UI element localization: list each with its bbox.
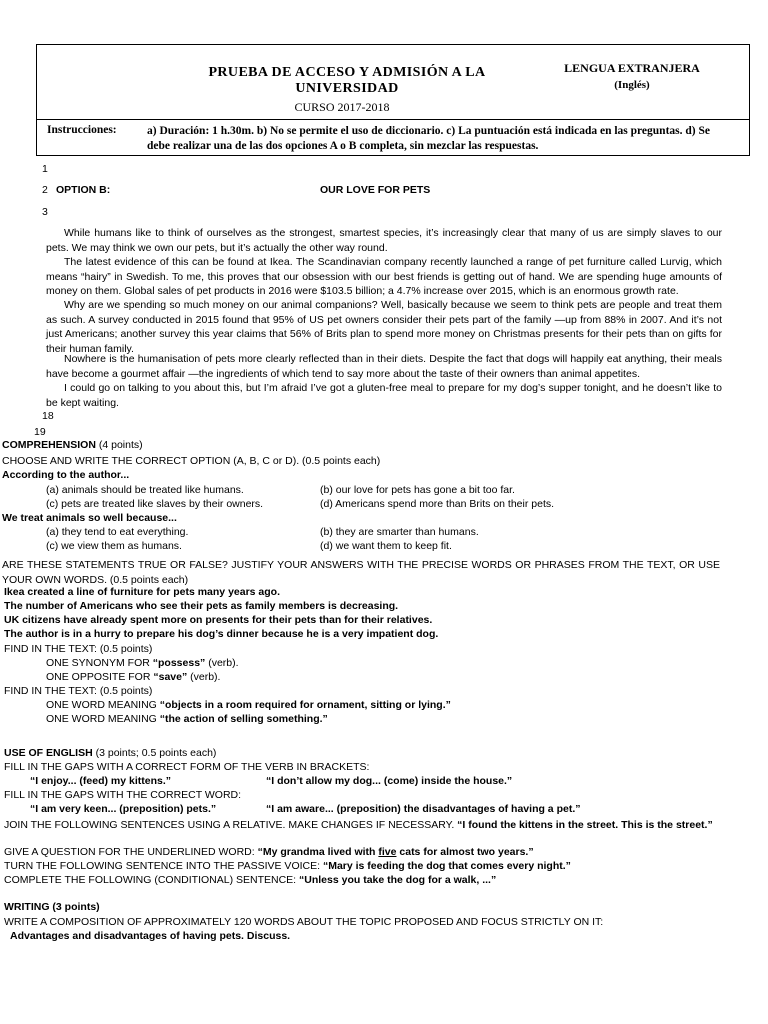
option-c: (c) we view them as humans.: [46, 540, 182, 552]
instruction-passive: TURN THE FOLLOWING SENTENCE INTO THE PASSIVE VOICE: “Mary is feeding the dog that comes every night.”: [4, 860, 571, 872]
paragraph-5: I could go on talking to you about this, but I’m afraid I’ve got a gluten-free meal to prepare for my dog’s supper tonight, and he doesn’t like to be kept waiting.: [46, 382, 722, 409]
question-1: According to the author...: [2, 469, 130, 481]
instructions-text: a) Duración: 1 h.30m. b) No se permite el uso de diccionario. c) La puntuación está indicada en las preguntas. d) Se debe realizar una de las dos opciones A o B completa, sin mezclar las respuestas.: [147, 125, 710, 152]
instruction-relative: JOIN THE FOLLOWING SENTENCES USING A RELATIVE. MAKE CHANGES IF NECESSARY. “I found the kittens in the street. This is the street.”: [4, 819, 713, 831]
course-year: CURSO 2017-2018: [294, 100, 390, 114]
line-number: 3: [42, 206, 48, 218]
subject-name: LENGUA EXTRANJERA: [564, 61, 700, 75]
option-c: (c) pets are treated like slaves by their owners.: [46, 498, 264, 510]
instruction-true-false: ARE THESE STATEMENTS TRUE OR FALSE? JUSTIFY YOUR ANSWERS WITH THE PRECISE WORDS OR PHRASES FROM THE TEXT, OR USE YOUR OWN WORDS. (0.5 points each): [2, 559, 720, 586]
paragraph-1: While humans like to think of ourselves as the strongest, smartest species, it’s increasingly clear that many of us are simply slaves to our pets. We may think we own our pets, but it’s actually the other way round.: [46, 227, 722, 254]
gap-9-2: “I don’t allow my dog... (come) inside the house.”: [266, 775, 513, 787]
text-title: OUR LOVE FOR PETS: [320, 184, 431, 196]
option-d: (d) Americans spend more than Brits on their pets.: [320, 498, 555, 510]
section-comprehension: COMPREHENSION (4 points): [2, 439, 143, 451]
instructions-box: [37, 119, 749, 156]
meaning-item-2: ONE WORD MEANING “the action of selling something.”: [46, 713, 328, 725]
option-b: (b) they are smarter than humans.: [320, 526, 479, 538]
synonym-item: ONE SYNONYM FOR “possess” (verb).: [46, 657, 239, 669]
paragraph-2: The latest evidence of this can be found at Ikea. The Scandinavian company recently launched a range of pet furniture called Lurvig, which means “hairy” in Swedish. To me, this proves that our obsession with our best friends is getting out of hand. We are spending huge amounts of money on them. Global sales of pet products in 2016 were $103.5 billion; a 4.7% increase over 2015, which is an enormous growth rate.: [46, 256, 722, 297]
section-use-of-english: USE OF ENGLISH (3 points; 0.5 points each): [4, 747, 217, 759]
instruction-correct-word: FILL IN THE GAPS WITH THE CORRECT WORD:: [4, 789, 242, 801]
meaning-item-1: ONE WORD MEANING “objects in a room required for ornament, sitting or lying.”: [46, 699, 451, 711]
statement-1: Ikea created a line of furniture for pets many years ago.: [4, 586, 281, 598]
option-a: (a) they tend to eat everything.: [46, 526, 189, 538]
exam-title: PRUEBA DE ACCESO Y ADMISIÓN A LA UNIVERSIDAD: [208, 65, 486, 96]
exam-header: [36, 44, 750, 156]
instruction-find-2: FIND IN THE TEXT: (0.5 points): [4, 685, 153, 697]
statement-4: The author is in a hurry to prepare his dog’s dinner because he is a very impatient dog.: [4, 628, 439, 640]
instruction-find-1: FIND IN THE TEXT: (0.5 points): [4, 643, 153, 655]
instruction-composition: WRITE A COMPOSITION OF APPROXIMATELY 120 WORDS ABOUT THE TOPIC PROPOSED AND FOCUS STRICTLY ON IT:: [4, 916, 604, 928]
statement-3: UK citizens have already spent more on presents for their pets than for their relatives.: [4, 614, 433, 626]
gap-10-2: “I am aware... (preposition) the disadvantages of having a pet.”: [266, 803, 581, 815]
gap-9-1: “I enjoy... (feed) my kittens.”: [30, 775, 172, 787]
instruction-verb-form: FILL IN THE GAPS WITH A CORRECT FORM OF THE VERB IN BRACKETS:: [4, 761, 370, 773]
opposite-item: ONE OPPOSITE FOR “save” (verb).: [46, 671, 221, 683]
option-b: (b) our love for pets has gone a bit too far.: [320, 484, 515, 496]
instruction-question: GIVE A QUESTION FOR THE UNDERLINED WORD: “My grandma lived with five cats for almost two years.”: [4, 846, 534, 858]
instructions-label: Instrucciones:: [47, 124, 117, 136]
composition-topic: Advantages and disadvantages of having pets. Discuss.: [10, 930, 291, 942]
instruction-choose: CHOOSE AND WRITE THE CORRECT OPTION (A, B, C or D). (0.5 points each): [2, 455, 381, 467]
instruction-conditional: COMPLETE THE FOLLOWING (CONDITIONAL) SENTENCE: “Unless you take the dog for a walk, ...”: [4, 874, 497, 886]
option-label: OPTION B:: [56, 184, 111, 196]
question-2: We treat animals so well because...: [2, 512, 177, 524]
paragraph-3: Why are we spending so much money on our animal companions? Well, basically because we seem to think pets are people and treat them as such. A survey conducted in 2015 found that 95% of US pet owners consider their pets part of the family —up from 88% in 2007. And it’s not just Americans; another survey this year claims that 56% of Brits plan to spend more money on Christmas presents for their pets than on gifts for their human family.: [46, 299, 722, 355]
paragraph-4: Nowhere is the humanisation of pets more clearly reflected than in their diets. Despite the fact that dogs will happily eat anything, their meals have become a gourmet affair —the ingredients of which tend to say more about the taste of their owners than animal appetites.: [46, 353, 722, 380]
option-d: (d) we want them to keep fit.: [320, 540, 452, 552]
line-number: 19: [34, 426, 46, 438]
subject-language: (Inglés): [614, 79, 650, 91]
option-a: (a) animals should be treated like humans.: [46, 484, 244, 496]
line-number: 2: [42, 184, 48, 196]
line-number: 18: [42, 410, 54, 422]
gap-10-1: “I am very keen... (preposition) pets.”: [30, 803, 217, 815]
section-writing: WRITING (3 points): [4, 901, 100, 913]
line-number: 1: [42, 163, 48, 175]
statement-2: The number of Americans who see their pets as family members is decreasing.: [4, 600, 399, 612]
